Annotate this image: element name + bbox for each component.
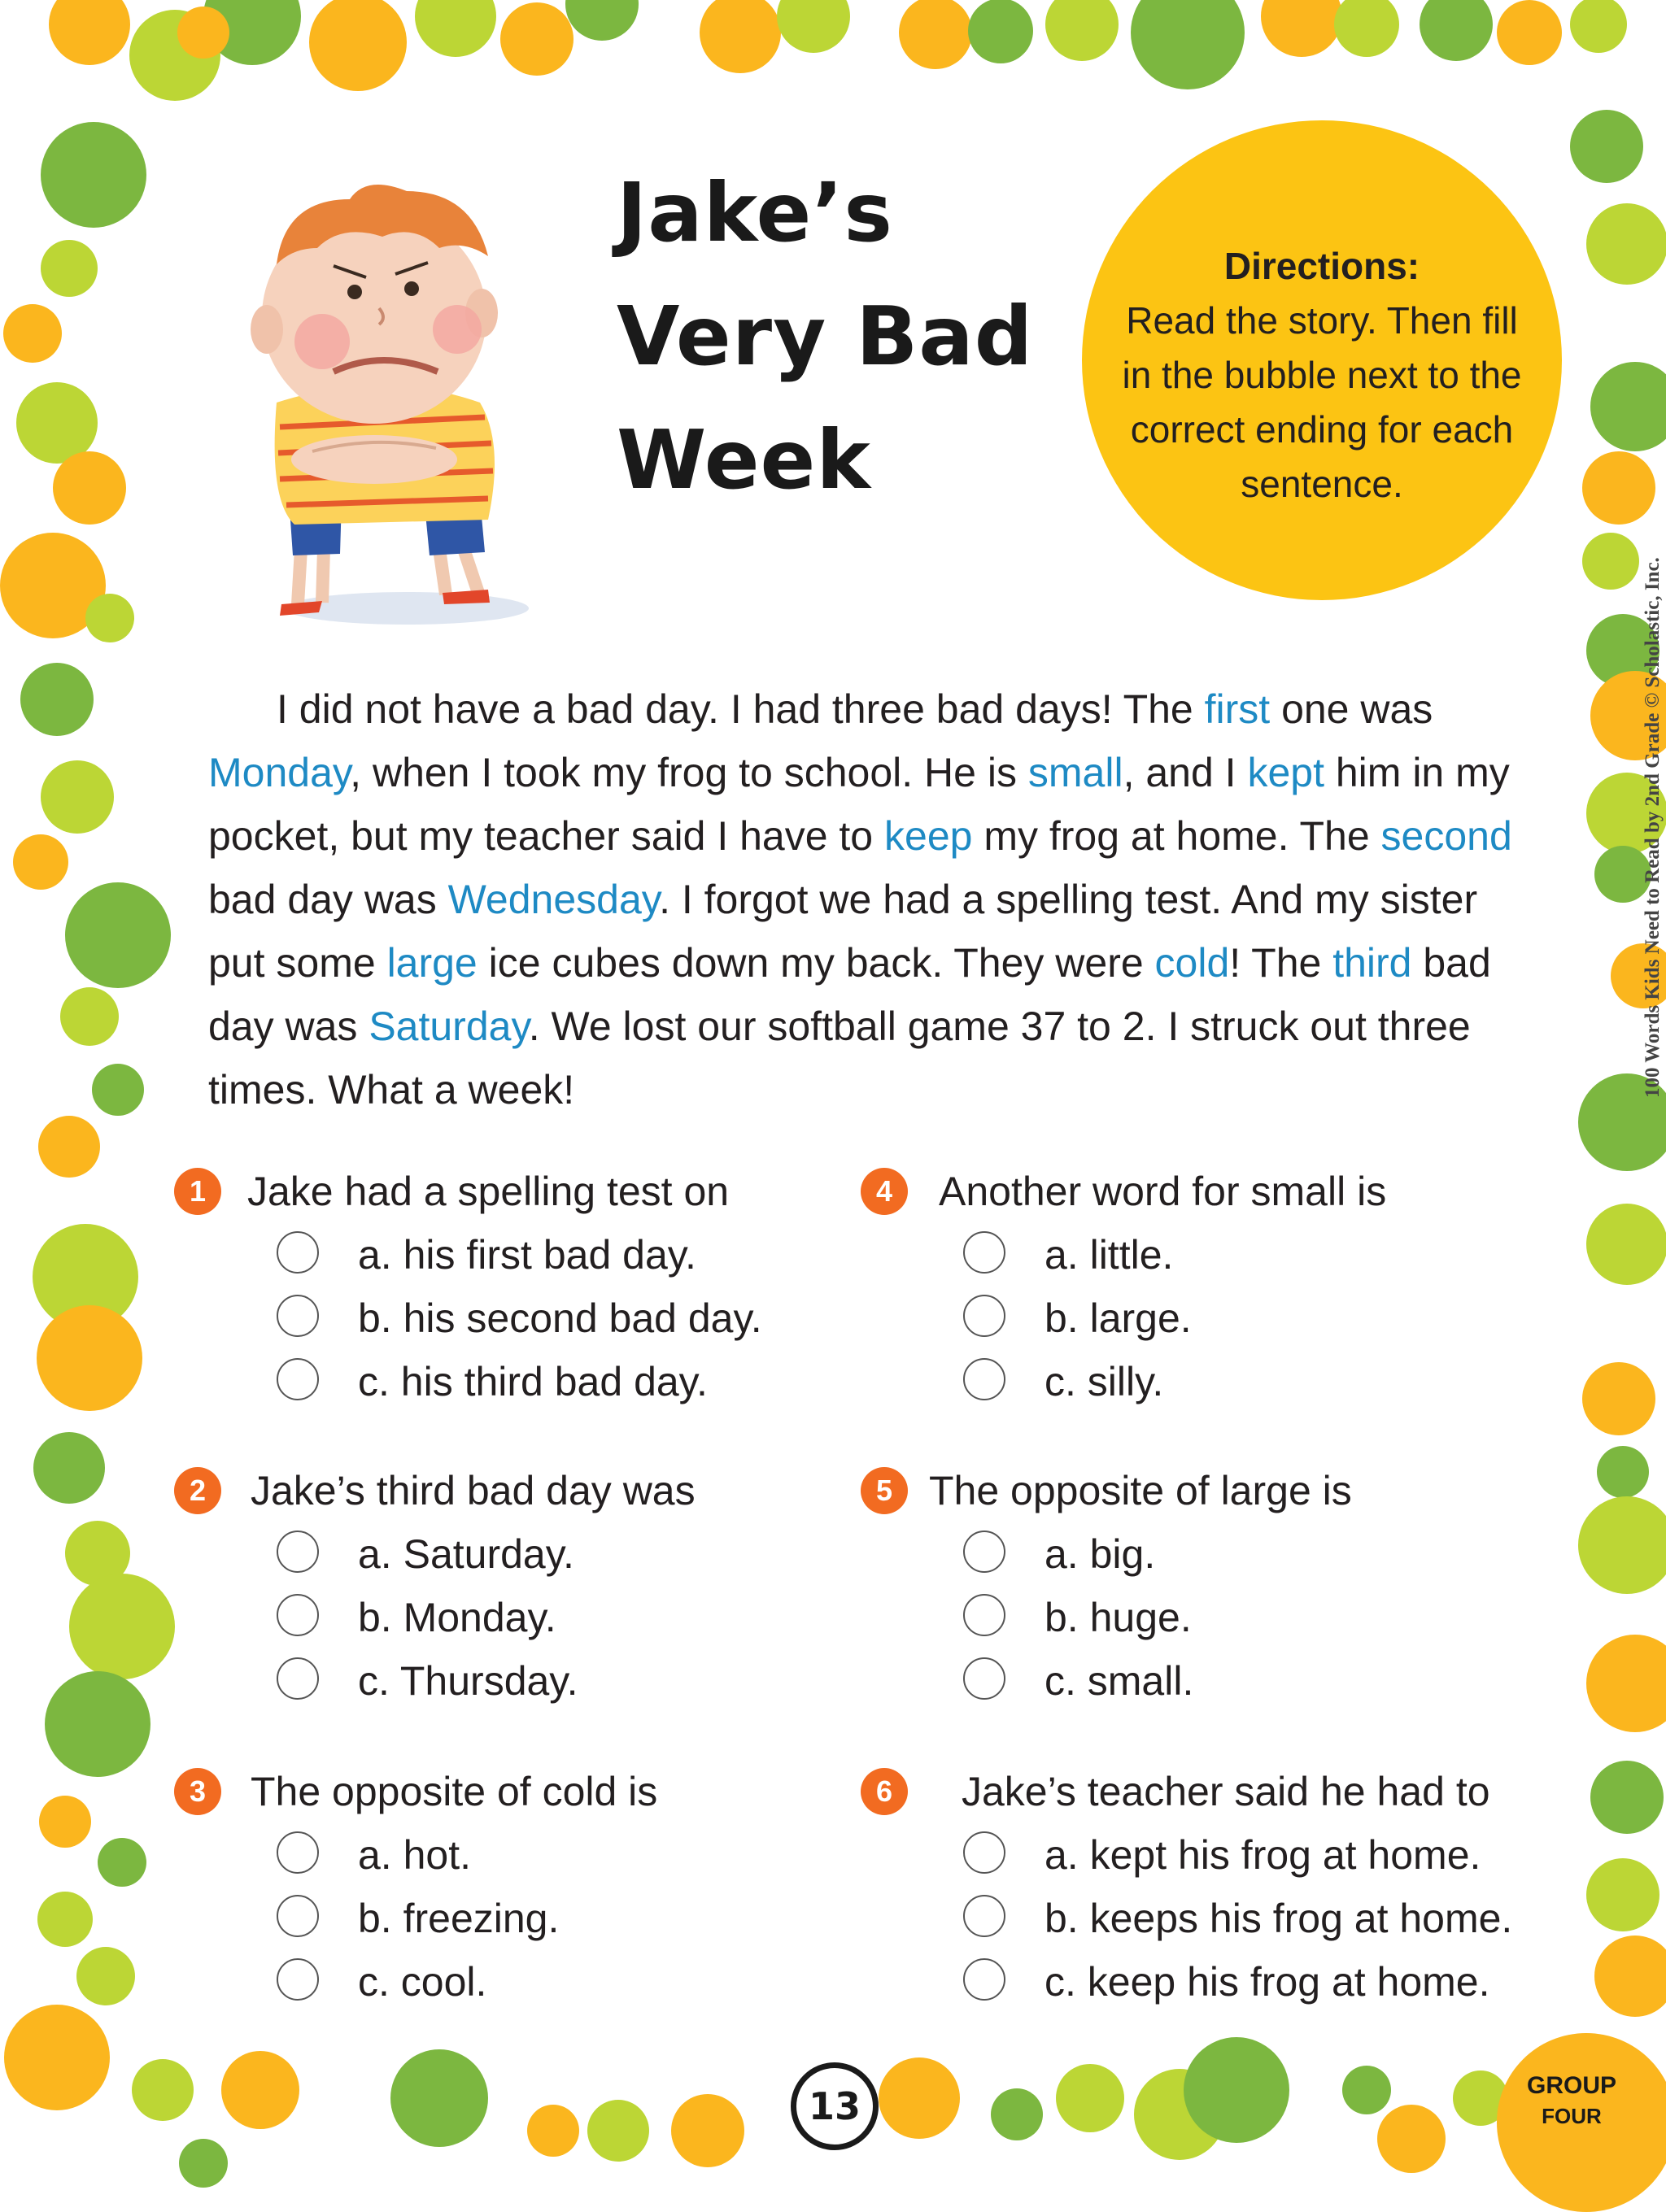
vocab-word: third [1332,940,1412,986]
decorative-dot [1586,1204,1666,1285]
decorative-dot [1334,0,1399,57]
decorative-dot [221,2051,299,2129]
decorative-dot [777,0,850,53]
answer-bubble[interactable] [277,1358,319,1400]
question-number-badge: 1 [174,1168,221,1215]
vocab-word: Saturday [369,1004,529,1049]
decorative-dot [1597,1446,1649,1498]
answer-option-text: a. little. [1045,1232,1174,1278]
answer-option-text: b. Monday. [358,1595,556,1640]
decorative-dot [98,1838,146,1887]
decorative-dot [1184,2037,1289,2143]
group-label-line-2: FOUR [1542,2104,1602,2128]
decorative-dot [60,987,119,1046]
answer-option-text: c. small. [1045,1658,1194,1704]
answer-bubble[interactable] [963,1295,1005,1337]
vocab-word: keep [884,813,973,859]
answer-bubble[interactable] [277,1531,319,1573]
question-prompt: Jake had a spelling test on [247,1169,730,1214]
decorative-dot [37,1305,142,1411]
decorative-dot [1590,1761,1664,1834]
decorative-dot [390,2049,488,2147]
decorative-dot [1582,451,1655,525]
page-number: 13 [791,2062,879,2150]
vocab-word: Monday [208,750,351,795]
decorative-dot [37,1892,93,1947]
vocab-word: second [1380,813,1512,859]
answer-option-text: b. his second bad day. [358,1295,762,1341]
decorative-dot [527,2105,579,2157]
question-number-badge: 6 [861,1768,908,1815]
decorative-dot [1586,203,1666,285]
answer-option-text: b. keeps his frog at home. [1045,1896,1513,1941]
answer-option-text: b. huge. [1045,1595,1192,1640]
decorative-dot [20,663,94,736]
answer-bubble[interactable] [277,1657,319,1700]
answer-option-text: a. big. [1045,1531,1156,1577]
decorative-dot [41,760,114,834]
decorative-dot [309,0,407,91]
decorative-dot [65,882,171,988]
question-number-badge: 2 [174,1467,221,1514]
decorative-dot [92,1064,144,1116]
answer-option-text: c. his third bad day. [358,1359,708,1404]
jake-illustration [244,159,553,630]
answer-bubble[interactable] [277,1895,319,1937]
answer-bubble[interactable] [963,1958,1005,2001]
decorative-dot [1377,2105,1446,2173]
story-text: bad day was [208,877,448,922]
story-text: him in my pocket, but my teacher said I have to [208,750,1510,859]
directions-heading: Directions: [1223,245,1420,287]
decorative-dot [1590,362,1666,451]
answer-bubble[interactable] [277,1231,319,1274]
decorative-dot [1586,1858,1659,1931]
question-prompt: Another word for small is [939,1169,1387,1214]
vocab-word: large [386,940,478,986]
decorative-dot [13,834,68,890]
decorative-dot [38,1116,100,1178]
decorative-dot [4,2005,110,2110]
answer-option-text: c. keep his frog at home. [1045,1959,1490,2005]
decorative-dot [179,2139,228,2188]
decorative-dot [85,594,134,642]
title-line-2: Very Bad [617,289,1034,384]
answer-bubble[interactable] [963,1895,1005,1937]
title-line-3: Week [617,412,871,507]
decorative-dot [587,2100,649,2162]
answer-option-text: a. kept his frog at home. [1045,1832,1481,1878]
decorative-dot [1594,1936,1666,2017]
answer-bubble[interactable] [277,1594,319,1636]
decorative-dot [1570,0,1627,53]
decorative-dot [1582,533,1639,590]
decorative-dot [1045,0,1119,61]
decorative-dot [1261,0,1342,57]
decorative-dot [1342,2066,1391,2114]
decorative-dot [39,1796,91,1848]
decorative-dot [53,451,126,525]
answer-option-text: c. cool. [358,1959,487,2005]
decorative-dot [500,2,574,76]
vocab-word: Wednesday [447,877,660,922]
question-prompt: The opposite of cold is [251,1769,658,1814]
vocab-word: cold [1154,940,1230,986]
decorative-dot [41,122,146,228]
decorative-dot [177,7,229,59]
title-line-1: Jake’s [617,165,893,260]
answer-bubble[interactable] [963,1531,1005,1573]
answer-option-text: c. Thursday. [358,1658,578,1704]
story-text: , when I took my frog to school. He is [350,750,1028,795]
decorative-dot [415,0,496,57]
answer-bubble[interactable] [963,1657,1005,1700]
answer-bubble[interactable] [277,1958,319,2001]
question-number-badge: 3 [174,1768,221,1815]
answer-bubble[interactable] [277,1295,319,1337]
decorative-dot [1056,2064,1124,2132]
answer-bubble[interactable] [963,1231,1005,1274]
decorative-dot [45,1671,150,1777]
answer-option-text: a. Saturday. [358,1531,574,1577]
vocab-word: small [1027,750,1123,795]
story-text: one was [1270,686,1433,732]
worksheet-title [617,151,1072,522]
copyright-credit: 100 Words Kids Need to Read by 2nd Grade © Scholastic, Inc. [1642,557,1664,1098]
story-text: my frog at home. The [972,813,1381,859]
story-text: , and I [1123,750,1248,795]
decorative-dot [565,0,639,41]
story-paragraph [208,677,1542,1121]
story-text: ! The [1229,940,1333,986]
decorative-dot [132,2059,194,2121]
answer-bubble[interactable] [963,1831,1005,1874]
decorative-dot [3,304,62,363]
answer-option-text: b. large. [1045,1295,1192,1341]
story-text: bad day was [208,940,1491,1049]
decorative-dot [879,2057,960,2139]
story-text: . I forgot we had a spelling test. And my sister put some [208,877,1478,986]
answer-option-text: a. his first bad day. [358,1232,696,1278]
decorative-dot [700,0,781,73]
decorative-dot [41,240,98,297]
story-text: I did not have a bad day. I had three bad days! The [277,686,1205,732]
decorative-dot [76,1947,135,2005]
directions-circle [1082,120,1562,600]
decorative-dot [968,0,1033,63]
question-prompt: Jake’s third bad day was [251,1468,696,1513]
decorative-dot [671,2094,744,2167]
decorative-dot [1586,1635,1666,1732]
decorative-dot [33,1432,105,1504]
question-prompt: The opposite of large is [929,1468,1352,1513]
decorative-dot [1578,1496,1666,1594]
answer-option-text: c. silly. [1045,1359,1164,1404]
decorative-dot [49,0,130,65]
decorative-dot [1570,110,1643,183]
answer-option-text: a. hot. [358,1832,471,1878]
decorative-dot [1420,0,1493,61]
directions-text: Read the story. Then fill in the bubble next to the correct ending for each sentence. [1122,299,1522,505]
decorative-dot [69,1574,175,1679]
grumpy-boy-image [244,159,553,630]
group-label [1507,2070,1637,2131]
answer-bubble[interactable] [963,1358,1005,1400]
vocab-word: kept [1247,750,1324,795]
answer-option-text: b. freezing. [358,1896,560,1941]
question-prompt: Jake’s teacher said he had to [962,1769,1490,1814]
decorative-dot [1131,0,1245,89]
answer-bubble[interactable] [963,1594,1005,1636]
story-text: . We lost our softball game 37 to 2. I struck out three times. What a week! [208,1004,1471,1113]
story-text: ice cubes down my back. They were [477,940,1155,986]
question-number-badge: 5 [861,1467,908,1514]
group-label-line-1: GROUP [1526,2072,1616,2099]
decorative-dot [899,0,972,69]
decorative-dot [1497,0,1562,65]
answer-bubble[interactable] [277,1831,319,1874]
vocab-word: first [1204,686,1271,732]
decorative-dot [991,2088,1043,2140]
question-number-badge: 4 [861,1168,908,1215]
decorative-dot [1582,1362,1655,1435]
